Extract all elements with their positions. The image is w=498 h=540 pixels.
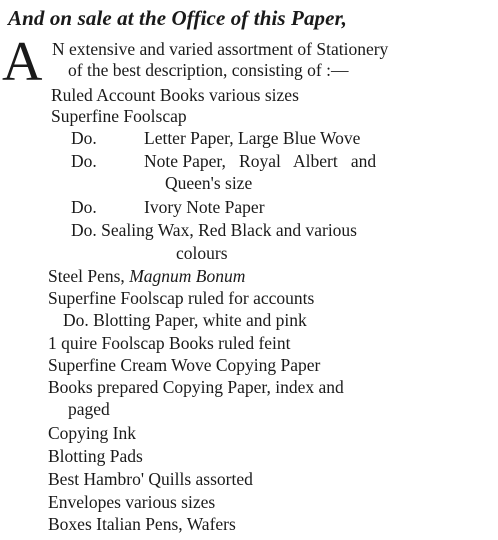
list-item: Blotting Pads [48, 446, 143, 466]
ditto-label: Do. [71, 197, 97, 217]
list-item-text: Ivory Note Paper [144, 197, 265, 217]
drop-cap-letter: A [2, 31, 43, 93]
ditto-label: Do. [71, 151, 97, 171]
list-item-continuation: colours [176, 243, 228, 263]
advertisement-headline: And on sale at the Office of this Paper, [8, 6, 348, 30]
list-item [48, 266, 245, 287]
list-item: Copying Ink [48, 423, 136, 443]
list-item: Envelopes various sizes [48, 492, 216, 512]
list-item-text: Letter Paper, Large Blue Wove [144, 128, 361, 148]
list-item [71, 197, 265, 218]
brand-name-italic: Magnum Bonum [129, 266, 246, 286]
list-item: Boxes Italian Pens, Wafers [48, 514, 236, 534]
list-item: Superfine Foolscap ruled for accounts [48, 288, 315, 308]
list-item-text: Steel Pens, [48, 266, 130, 286]
list-item-text: Note Paper, Royal Albert and [144, 151, 377, 171]
list-item: Ruled Account Books various sizes [51, 85, 299, 105]
list-item [71, 151, 376, 172]
list-item: 1 quire Foolscap Books ruled feint [48, 333, 291, 353]
list-item-continuation: Queen's size [165, 173, 253, 193]
intro-line-1: N extensive and varied assortment of Stationery [52, 39, 389, 59]
list-item: Superfine Foolscap [51, 106, 187, 126]
list-item-continuation: paged [68, 399, 110, 419]
intro-line-2: of the best description, consisting of :— [68, 60, 349, 80]
list-item: Do. Blotting Paper, white and pink [63, 310, 307, 330]
list-item [71, 128, 360, 149]
list-item: Books prepared Copying Paper, index and [48, 377, 344, 397]
list-item: Do. Sealing Wax, Red Black and various [71, 220, 357, 240]
list-item: Best Hambro' Quills assorted [48, 469, 253, 489]
list-item: Superfine Cream Wove Copying Paper [48, 355, 321, 375]
ditto-label: Do. [71, 128, 97, 148]
